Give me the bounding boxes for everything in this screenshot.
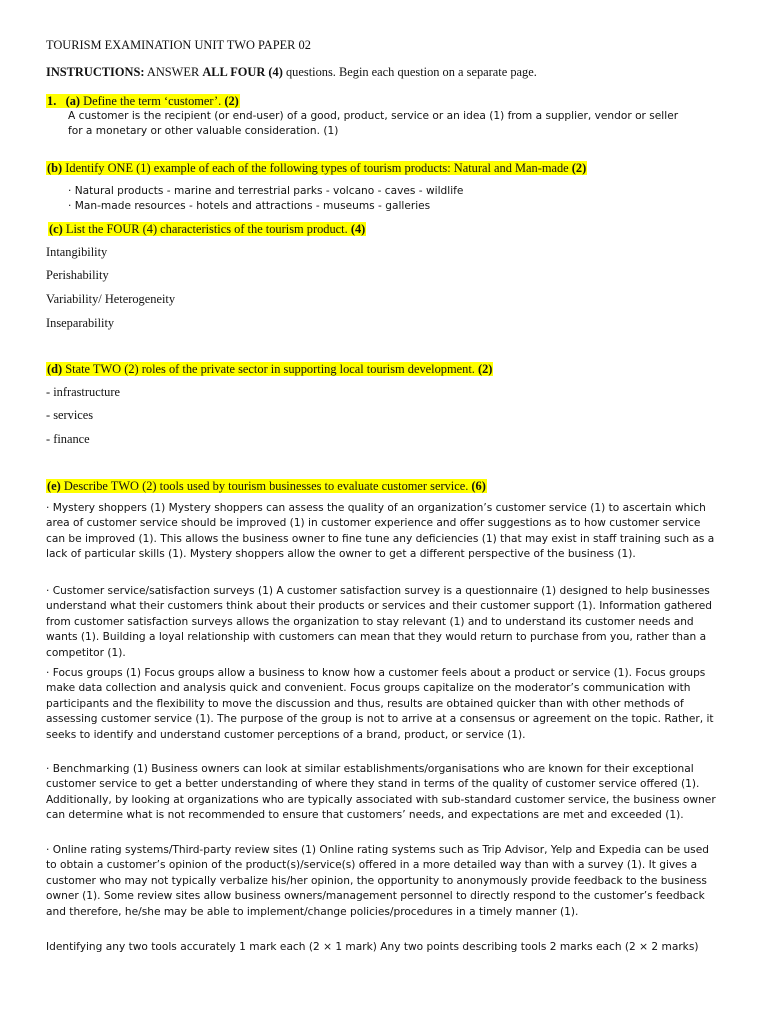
question-text: List the FOUR (4) characteristics of the tourism product. <box>65 222 348 236</box>
question-marks: (2) <box>224 94 239 108</box>
question-1a-highlight <box>46 94 240 108</box>
answer-1e-focus-groups: · Focus groups (1) Focus groups allow a business to know how a customer feels about a product or service (1). Focus groups make data collection and analysis quick and convenient. Focus groups capitalize on the moderator’s communication with participants and the flexibility to move the discussion and thus, results are obtained quicker than with other methods of assessing customer service (1). The purpose of the group is not to arrive at a consensus or agreement on the topic. Rather, it seeks to identify and understand customer perceptions of a brand, product, or service (1). <box>46 667 714 741</box>
question-1b-highlight <box>46 161 587 175</box>
question-marks: (6) <box>471 479 486 493</box>
instructions-line <box>46 65 537 80</box>
question-1a <box>46 94 240 109</box>
marking-note: Identifying any two tools accurately 1 mark each (2 × 1 mark) Any two points describing tools 2 marks each (2 × 2 marks) <box>46 941 699 953</box>
instructions-emphasis: ALL FOUR (4) <box>202 65 283 79</box>
answer-1c-item: Variability/ Heterogeneity <box>46 292 176 306</box>
question-1c-highlight <box>48 222 366 236</box>
answer-1d-item: - finance <box>46 432 90 446</box>
answer-1a-line-1: A customer is the recipient (or end-user) of a good, product, service or an idea (1) from a supplier, vendor or seller <box>68 110 679 122</box>
answer-1e-benchmarking: · Benchmarking (1) Business owners can look at similar establishments/organisations who are known for their exceptional customer service to get a better understanding of where they stand in terms of the quality of customer service offered (1). Additionally, by looking at organizations who are typically associated with sub-standard customer service, the business owner can determine what is not recommended to ensure that customers’ needs, and expectations are met and exceeded (1). <box>46 763 716 822</box>
question-part-label: (d) <box>47 362 63 376</box>
question-text: Identify ONE (1) example of each of the following types of tourism products: Natural and Man-made <box>65 161 569 175</box>
document-title: TOURISM EXAMINATION UNIT TWO PAPER 02 <box>46 38 311 52</box>
answer-1e-satisfaction-surveys: · Customer service/satisfaction surveys (1) A customer satisfaction survey is a questionnaire (1) designed to help businesses understand what their customers think about their products or services and their customer support (1). Information gathered from customer satisfaction surveys allows the organization to stay relevant (1) and to understand its customer needs and wants (1). Building a loyal relationship with customers can mean that they would return to purchase from you, rather than a competitor (1). <box>46 585 712 659</box>
answer-1e-online-rating: · Online rating systems/Third-party review sites (1) Online rating systems such as Trip Advisor, Yelp and Expedia can be used to obtain a customer’s opinion of the product(s)/service(s) offered in a more detailed way than with a survey (1). It gives a customer who may not typically verbalize his/her opinion, the opportunity to anonymously provide feedback to the business owner (1). Some review sites allow business owners/management personnel to directly respond to the customer’s feedback and therefore, he/she may be able to implement/change policies/procedures in a timely manner (1). <box>46 844 709 918</box>
answer-1d-item: - infrastructure <box>46 385 120 399</box>
instructions-text-c: questions. Begin each question on a separate page. <box>285 65 537 79</box>
answer-1a-line-2: for a monetary or other valuable consideration. (1) <box>68 125 339 137</box>
question-1c <box>48 222 366 237</box>
question-number: 1. <box>47 94 57 108</box>
answer-1c-item: Intangibility <box>46 245 108 259</box>
answer-1c-item: Perishability <box>46 268 109 282</box>
question-text: State TWO (2) roles of the private sector in supporting local tourism development. <box>65 362 475 376</box>
question-marks: (4) <box>350 222 366 236</box>
question-1d-highlight <box>46 362 493 376</box>
answer-1e-mystery-shoppers: · Mystery shoppers (1) Mystery shoppers can assess the quality of an organization’s customer service (1) to ascertain which area of customer service should be improved (1) in customer experience and offer suggestions as to how customer service can be improved (1). This allows the business owner to fine tune any deficiencies (1) that may exist in staff training such as a lack of particular skills (1). Mystery shoppers allow the owner to get a different perspective of the business (1). <box>46 502 715 561</box>
answer-1b-man-made: · Man-made resources - hotels and attractions - museums - galleries <box>68 200 431 212</box>
instructions-text-a: ANSWER <box>146 65 200 79</box>
question-1e <box>46 479 487 494</box>
question-text: Define the term ‘customer’. <box>83 94 222 108</box>
question-part-label: (c) <box>49 222 63 236</box>
question-text: Describe TWO (2) tools used by tourism businesses to evaluate customer service. <box>63 479 469 493</box>
answer-1c-item: Inseparability <box>46 316 115 330</box>
answer-1d-item: - services <box>46 408 94 422</box>
question-1d <box>46 362 493 377</box>
question-marks: (2) <box>477 362 493 376</box>
instructions-label: INSTRUCTIONS: <box>46 65 145 79</box>
question-1b <box>46 161 587 176</box>
answer-1b-natural: · Natural products - marine and terrestrial parks - volcano - caves - wildlife <box>68 185 464 197</box>
question-part-label: (b) <box>47 161 63 175</box>
question-1e-highlight <box>46 479 487 493</box>
question-part-label: (e) <box>47 479 61 493</box>
question-marks: (2) <box>571 161 587 175</box>
question-part-label: (a) <box>65 94 81 108</box>
